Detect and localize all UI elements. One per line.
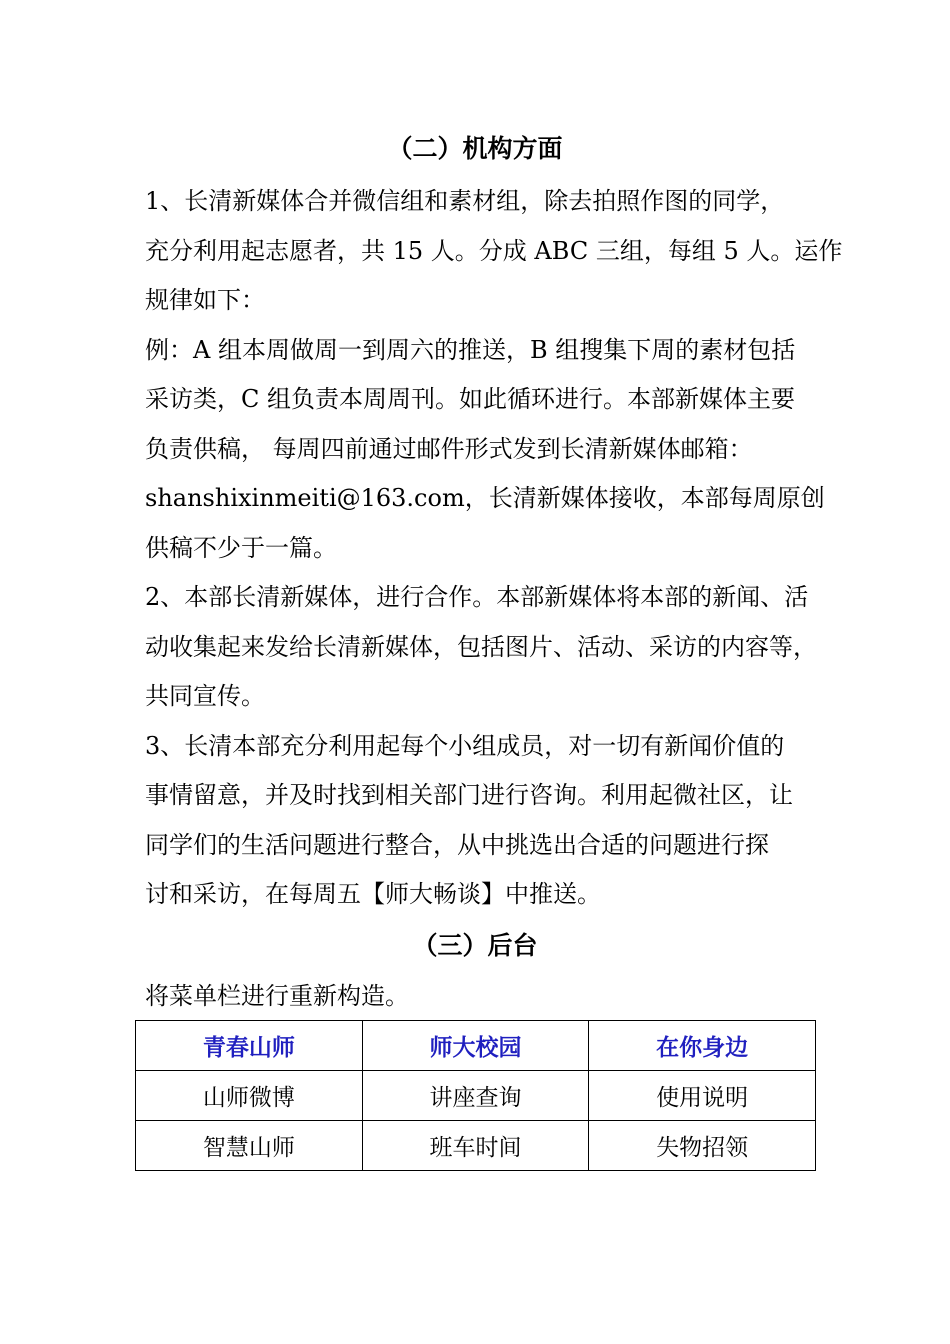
menu-table [135, 1020, 816, 1171]
paragraph-line: 充分利用起志愿者，共 15 人。分成 ABC 三组，每组 5 人。运作 [145, 236, 843, 265]
menu-header-cell: 师大校园 [362, 1021, 589, 1071]
paragraph-line: 例：A 组本周做周一到周六的推送，B 组搜集下周的素材包括 [145, 335, 796, 364]
paragraph-line: 讨和采访，在每周五【师大畅谈】中推送。 [145, 880, 601, 908]
paragraph-line: 1、长清新媒体合并微信组和素材组，除去拍照作图的同学， [145, 187, 785, 215]
section-body-backend [145, 972, 825, 1022]
section-body-institution [145, 177, 843, 920]
paragraph-line: 负责供稿， 每周四前通过邮件形式发到长清新媒体邮箱： [145, 434, 753, 463]
paragraph-line: 供稿不少于一篇。 [145, 533, 337, 562]
paragraph-line: 3、长清本部充分利用起每个小组成员，对一切有新闻价值的 [145, 731, 785, 760]
table-row [136, 1071, 816, 1121]
paragraph-line: 将菜单栏进行重新构造。 [145, 982, 409, 1010]
menu-header-cell: 在你身边 [589, 1021, 816, 1071]
table-row [136, 1121, 816, 1171]
section-heading-backend: （三）后台 [412, 931, 538, 960]
menu-cell: 失物招领 [589, 1121, 816, 1171]
paragraph-line: 事情留意，并及时找到相关部门进行咨询。利用起微社区，让 [145, 781, 793, 809]
paragraph-line: 采访类，C 组负责本周周刊。如此循环进行。本部新媒体主要 [145, 385, 795, 413]
paragraph-line: 共同宣传。 [145, 682, 265, 710]
paragraph-line: 规律如下： [145, 286, 265, 314]
menu-cell: 使用说明 [589, 1071, 816, 1121]
menu-cell: 山师微博 [136, 1071, 363, 1121]
menu-cell: 讲座查询 [362, 1071, 589, 1121]
section-heading-institution: （二）机构方面 [387, 134, 563, 163]
menu-header-cell: 青春山师 [136, 1021, 363, 1071]
paragraph-line: 动收集起来发给长清新媒体，包括图片、活动、采访的内容等， [145, 632, 817, 661]
paragraph-line: 同学们的生活问题进行整合，从中挑选出合适的问题进行探 [145, 830, 769, 859]
menu-table-header-row [136, 1021, 816, 1071]
menu-cell: 班车时间 [362, 1121, 589, 1171]
paragraph-line: 2、本部长清新媒体，进行合作。本部新媒体将本部的新闻、活 [145, 583, 809, 611]
menu-cell: 智慧山师 [136, 1121, 363, 1171]
paragraph-line: shanshixinmeiti@163.com，长清新媒体接收，本部每周原创 [145, 484, 825, 512]
